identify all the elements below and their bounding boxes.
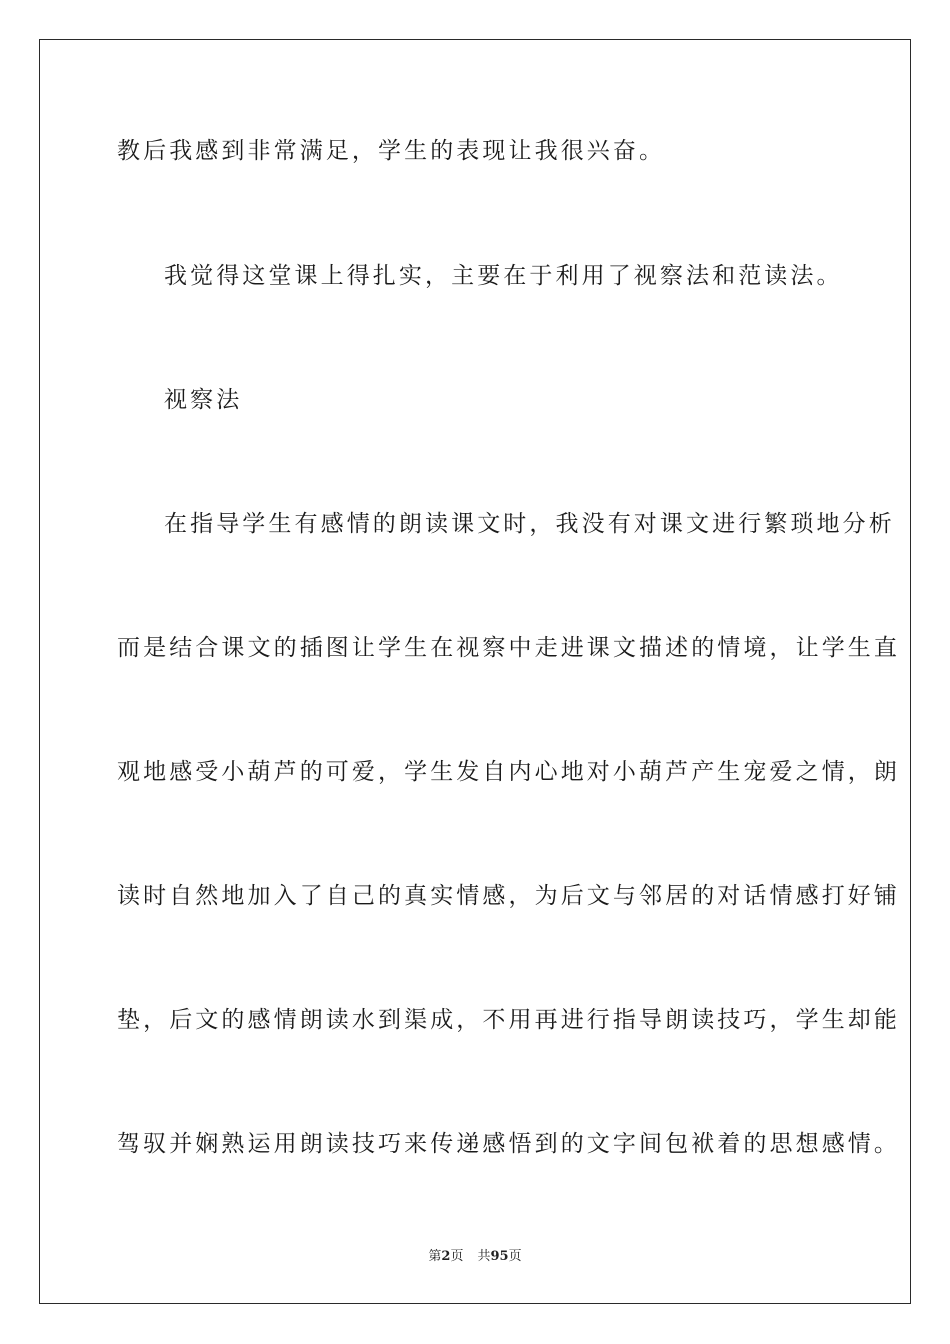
paragraph-line-4: 在指导学生有感情的朗读课文时，我没有对课文进行繁琐地分析 <box>164 511 895 537</box>
paragraph-line-9: 驾驭并娴熟运用朗读技巧来传递感悟到的文字间包袱着的思想感情。 <box>117 1131 900 1157</box>
page-suffix: 页 <box>450 1249 464 1264</box>
page-border <box>39 39 911 1304</box>
paragraph-line-5: 而是结合课文的插图让学生在视察中走进课文描述的情境，让学生直 <box>117 635 900 661</box>
total-suffix: 页 <box>508 1249 522 1264</box>
page-prefix: 第 <box>428 1249 442 1264</box>
paragraph-line-2: 我觉得这堂课上得扎实，主要在于利用了视察法和范读法。 <box>164 263 843 289</box>
paragraph-line-7: 读时自然地加入了自己的真实情感，为后文与邻居的对话情感打好铺 <box>117 883 900 909</box>
paragraph-line-8: 垫，后文的感情朗读水到渠成，不用再进行指导朗读技巧，学生却能 <box>117 1007 900 1033</box>
total-prefix: 共 <box>477 1249 491 1264</box>
paragraph-line-1: 教后我感到非常满足，学生的表现让我很兴奋。 <box>117 138 666 164</box>
total-pages: 95 <box>490 1249 509 1264</box>
paragraph-line-6: 观地感受小葫芦的可爱，学生发自内心地对小葫芦产生宠爱之情，朗 <box>117 759 900 785</box>
section-heading: 视察法 <box>164 387 243 413</box>
page-number: 2 <box>441 1249 451 1264</box>
page-footer <box>0 1248 950 1266</box>
